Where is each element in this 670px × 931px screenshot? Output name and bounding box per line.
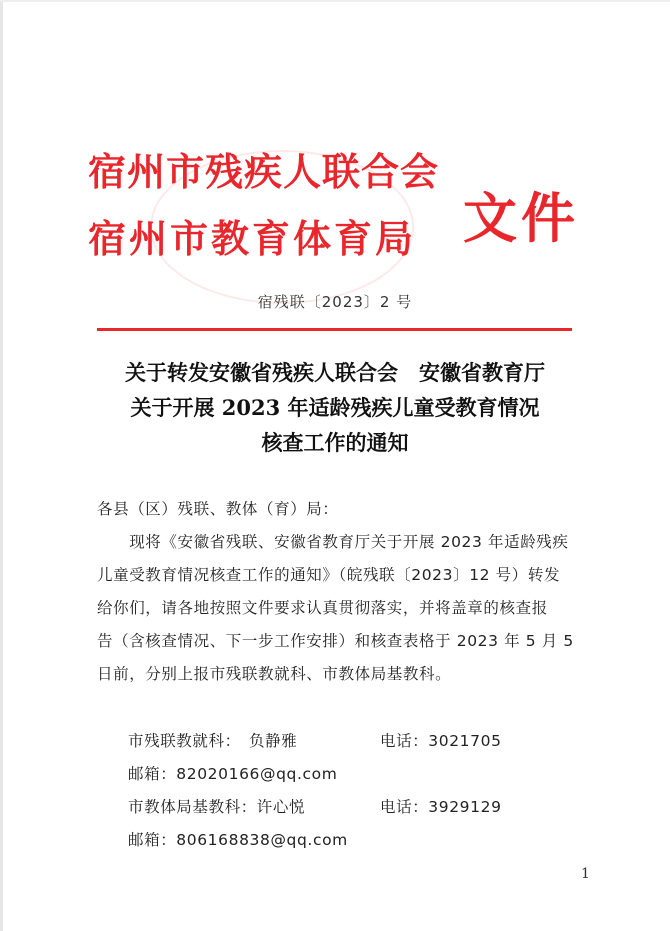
issuer-name-2: 宿州市教育体育局 bbox=[88, 216, 417, 261]
contact-phone: 电话：3929129 bbox=[380, 798, 502, 816]
document-label: 文件 bbox=[463, 186, 579, 250]
body-line: 给你们，请各地按照文件要求认真贯彻落实，并将盖章的核查报 bbox=[97, 599, 548, 617]
title-line-3: 核查工作的通知 bbox=[261, 430, 409, 455]
contact-email: 邮箱：82020166@qq.com bbox=[128, 765, 338, 783]
title-line-1: 关于转发安徽省残疾人联合会 安徽省教育厅 bbox=[125, 360, 545, 385]
document-number: 宿残联〔2023〕2 号 bbox=[257, 293, 413, 311]
body-line: 儿童受教育情况核查工作的通知》（皖残联〔2023〕12 号）转发 bbox=[97, 566, 561, 584]
scan-edge-top bbox=[0, 0, 670, 2]
contact-email: 邮箱：806168838@qq.com bbox=[128, 831, 348, 849]
contact-department-person: 市教体局基教科：许心悦 bbox=[128, 798, 306, 816]
page-number: 1 bbox=[581, 866, 590, 882]
scan-edge bbox=[0, 0, 3, 931]
title-line-2: 关于开展 2023 年适龄残疾儿童受教育情况 bbox=[130, 395, 540, 420]
salutation: 各县（区）残联、教体（育）局： bbox=[97, 500, 339, 518]
body-line: 日前，分别上报市残联教就科、市教体局基教科。 bbox=[97, 665, 452, 683]
body-line: 告（含核查情况、下一步工作安排）和核查表格于 2023 年 5 月 5 bbox=[97, 632, 574, 650]
contact-phone: 电话：3021705 bbox=[380, 732, 502, 750]
contact-department-person: 市残联教就科： 负静雅 bbox=[128, 732, 298, 750]
body-line: 现将《安徽省残联、安徽省教育厅关于开展 2023 年适龄残疾 bbox=[97, 533, 569, 551]
issuer-name-1: 宿州市残疾人联合会 bbox=[88, 149, 440, 194]
red-separator-line bbox=[97, 328, 572, 331]
